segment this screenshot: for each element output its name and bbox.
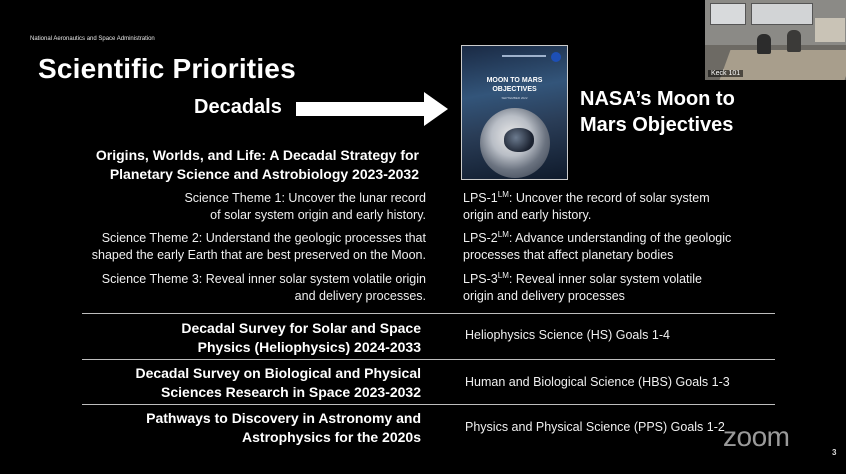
survey-line1: Decadal Survey for Solar and Space <box>181 320 421 336</box>
goal-physical-science: Physics and Physical Science (PPS) Goals 1-2 <box>465 420 725 434</box>
lps-objective-3 <box>463 271 783 305</box>
origins-line1: Origins, Worlds, and Life: A Decadal Strategy for <box>95 147 419 163</box>
cover-subtitle: SEPTEMBER 2022 <box>501 96 528 100</box>
theme-line2: shaped the early Earth that are best preserved on the Moon. <box>91 248 426 262</box>
participant-video-thumbnail[interactable] <box>705 0 846 80</box>
nasa-heading-line1: NASA’s Moon to <box>580 88 735 110</box>
nasa-logo-icon <box>551 52 561 62</box>
lps-line2: origin and early history. <box>463 208 592 222</box>
survey-line2: Astrophysics for the 2020s <box>242 429 421 445</box>
right-arrow-icon <box>296 92 448 126</box>
lps-code: LPS-1 <box>463 191 498 205</box>
lps-objective-1 <box>463 190 783 224</box>
lps-code: LPS-3 <box>463 272 498 286</box>
goal-heliophysics: Heliophysics Science (HS) Goals 1-4 <box>465 328 670 342</box>
lps-line2: processes that affect planetary bodies <box>463 248 674 262</box>
lps-objective-2 <box>463 230 783 264</box>
slide-title: Scientific Priorities <box>38 53 296 84</box>
lps-text: : Uncover the record of solar system <box>508 191 710 205</box>
lps-line2: origin and delivery processes <box>463 289 625 303</box>
lps-superscript: LM <box>497 270 509 280</box>
moon-to-mars-cover-image <box>461 45 568 180</box>
cover-header-bar <box>502 55 546 57</box>
lps-text: : Reveal inner solar system volatile <box>508 272 703 286</box>
science-theme-1 <box>22 190 426 224</box>
helmet-visor <box>504 128 534 152</box>
zoom-logo: zoom <box>723 421 790 452</box>
video-wall-screen <box>751 3 813 25</box>
slide-page-number: 3 <box>832 448 837 457</box>
survey-line2: Sciences Research in Space 2023-2032 <box>161 384 421 400</box>
survey-biological-physical <box>80 364 421 402</box>
theme-line1: Science Theme 2: Understand the geologic processes that <box>101 231 426 245</box>
theme-line2: and delivery processes. <box>294 289 426 303</box>
cover-title-line1: MOON TO MARS <box>486 77 543 84</box>
lps-superscript: LM <box>497 229 509 239</box>
lps-superscript: LM <box>497 189 509 199</box>
divider <box>82 404 775 405</box>
decadals-label: Decadals <box>194 96 282 118</box>
lps-code: LPS-2 <box>463 231 498 245</box>
origins-decadal-title <box>47 146 419 184</box>
nasa-objectives-heading <box>580 86 735 138</box>
video-wall-screen <box>710 3 746 25</box>
survey-astronomy <box>80 409 421 447</box>
agency-name: National Aeronautics and Space Administration <box>30 36 155 42</box>
survey-line1: Pathways to Discovery in Astronomy and <box>146 410 421 426</box>
theme-line1: Science Theme 1: Uncover the lunar record <box>184 191 426 205</box>
survey-heliophysics <box>80 319 421 357</box>
cover-title <box>462 76 567 94</box>
nasa-heading-line2: Mars Objectives <box>580 114 734 136</box>
cover-title-line2: OBJECTIVES <box>492 86 537 93</box>
divider <box>82 313 775 314</box>
science-theme-3 <box>22 271 426 305</box>
participant-name-label: Keck 101 <box>708 70 743 77</box>
video-participant-person <box>757 34 771 54</box>
origins-line2: Planetary Science and Astrobiology 2023-2032 <box>109 166 419 182</box>
goal-human-biological: Human and Biological Science (HBS) Goals 1-3 <box>465 375 730 389</box>
divider <box>82 359 775 360</box>
survey-line2: Physics (Heliophysics) 2024-2033 <box>197 339 421 355</box>
video-participant-person <box>787 30 801 52</box>
video-wall-board <box>815 18 845 42</box>
lps-text: : Advance understanding of the geologic <box>508 231 732 245</box>
science-theme-2 <box>22 230 426 264</box>
theme-line1: Science Theme 3: Reveal inner solar system volatile origin <box>101 272 426 286</box>
survey-line1: Decadal Survey on Biological and Physical <box>135 365 421 381</box>
theme-line2: of solar system origin and early history. <box>210 208 426 222</box>
